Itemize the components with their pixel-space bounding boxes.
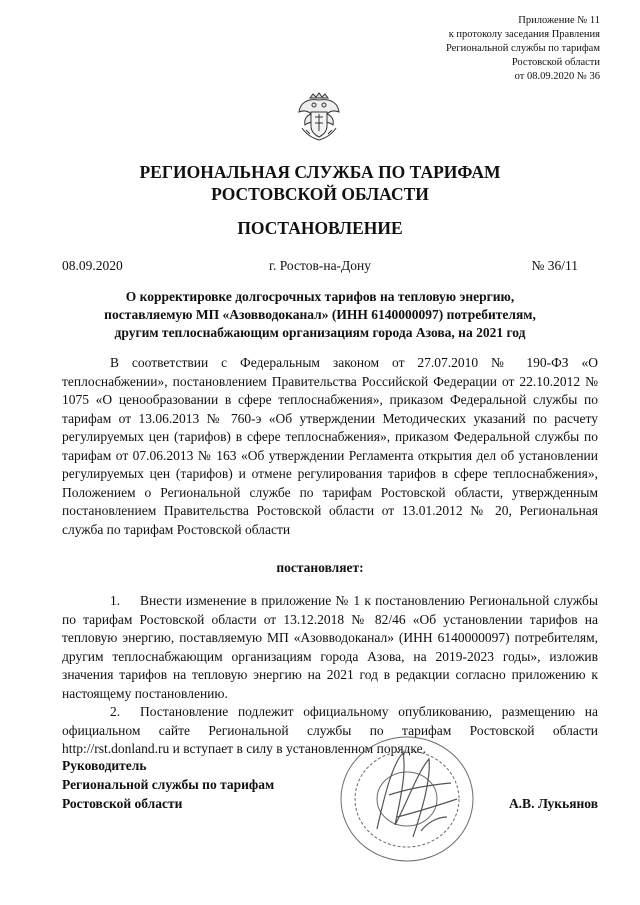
round-seal-with-signature [337,733,477,865]
resolution-items [62,592,598,759]
appendix-note [340,14,600,84]
appendix-line: Ростовской области [511,57,600,68]
appendix-line: Региональной службы по тарифам [445,43,600,54]
signatory-line-2: Региональной службы по тарифам [62,777,275,792]
document-date: 08.09.2020 [62,258,123,273]
signatory-line-1: Руководитель [62,758,147,773]
document-city: г. Ростов-на-Дону [268,258,371,273]
org-line-2: РОСТОВСКОЙ ОБЛАСТИ [211,184,429,204]
item-number: 1. [110,593,121,608]
subject-line-3: другим теплоснабжающим организациям города Азова, на 2021 год [114,325,526,340]
item-text: Внести изменение в приложение № 1 к постановлению Региональной службы по тарифам Ростовской области от 13.12.2018 № 82/46 «Об установлении тарифов на тепловую энергию, поставляемую МП «Азовводоканал» (ИНН 6140000097) потребителям, другим теплоснабжающим организациям города Азова, на 2019-2023 годы», изложив значения тарифов на тепловую энергию на 2021 год в редакции согласно приложению к настоящему постановлению. [62,593,598,701]
document-meta [62,257,578,275]
document-type: ПОСТАНОВЛЕНИЕ [237,218,403,238]
resolves-heading: постановляет: [276,560,364,575]
subject-line-1: О корректировке долгосрочных тарифов на тепловую энергию, [125,289,515,304]
item-text: Постановление подлежит официальному опубликованию, размещению на официальном сайте Региональной службы по тарифам Ростовской области http://rst.donland.ru и вступает в силу в установленном порядке. [62,704,598,756]
document-subject [62,288,578,342]
appendix-line: Приложение № 11 [518,15,600,26]
preamble-paragraph: В соответствии с Федеральным законом от 27.07.2010 № 190-ФЗ «О теплоснабжении», постановлением Правительства Российской Федерации от 22.10.2012 № 1075 «О ценообразовании в сфере теплоснабжения», приказом Федеральной службы по тарифам от 13.06.2013 № 760-э «Об утверждении Методических указаний по расчету регулируемых цен (тарифов) в сфере теплоснабжения», приказом Федеральной службы по тарифам от 07.06.2013 № 163 «Об утверждении Регламента открытия дел об установлении регулируемых цен (тарифов) и отмене регулирования тарифов в сфере теплоснабжения», Положением о Региональной службе по тарифам Ростовской области, утвержденным постановлением Правительства Ростовской области от 13.01.2012 № 20, Региональная служба по тарифам Ростовской области [62,355,598,537]
organization-name [0,161,640,205]
document-number: № 36/11 [531,258,578,273]
signatory-title [62,756,274,813]
signatory-name: А.В. Лукьянов [508,796,598,811]
resolution-item-2 [62,703,598,759]
appendix-line: к протоколу заседания Правления [448,29,600,40]
signatory-line-3: Ростовской области [62,796,183,811]
appendix-line: от 08.09.2020 № 36 [514,71,600,82]
subject-line-2: поставляемую МП «Азовводоканал» (ИНН 6140000097) потребителям, [104,307,536,322]
item-number: 2. [110,704,121,719]
coat-of-arms-icon [296,90,342,142]
resolution-item-1 [62,592,598,703]
org-line-1: РЕГИОНАЛЬНАЯ СЛУЖБА ПО ТАРИФАМ [139,162,501,182]
